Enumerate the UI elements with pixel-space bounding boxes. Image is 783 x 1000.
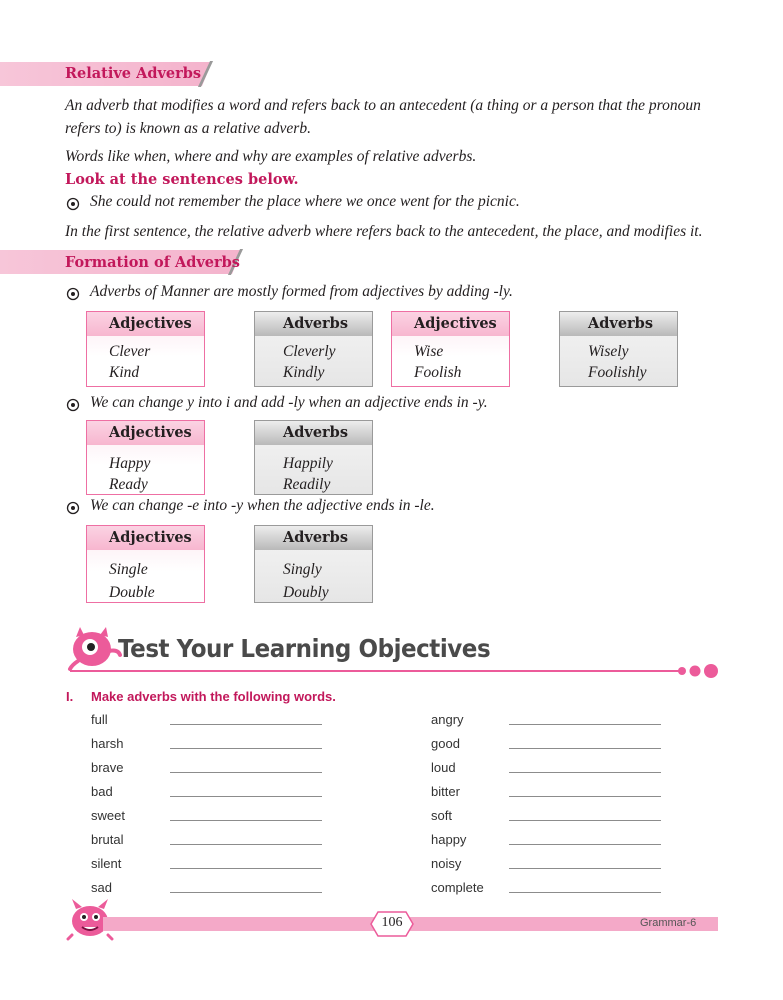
table-cell: Kindly <box>283 364 325 381</box>
table-header: Adjectives <box>87 421 204 445</box>
table-cell: Foolishly <box>588 364 647 381</box>
relative-adverb-explanation: In the first sentence, the relative adverb where refers back to the antecedent, the place, and modifies it. <box>65 223 703 240</box>
answer-blank[interactable] <box>509 724 661 725</box>
look-at-sentences-heading: Look at the sentences below. <box>65 171 299 188</box>
bullet-icon <box>66 197 80 211</box>
answer-blank[interactable] <box>170 892 322 893</box>
answer-blank[interactable] <box>509 868 661 869</box>
answer-blank[interactable] <box>509 844 661 845</box>
table-cell: Ready <box>109 476 148 493</box>
banner-dots-icon <box>676 663 720 679</box>
table-header: Adjectives <box>392 312 509 336</box>
exercise-word: bad <box>91 784 113 799</box>
relative-adverb-definition: An adverb that modifies a word and refers back to an antecedent (a thing or a person that the pronoun refers to) is known as a relative adverb. <box>65 97 701 137</box>
rule-y-to-i: We can change y into i and add -ly when an adjective ends in -y. <box>90 394 488 411</box>
table-cell: Wise <box>414 343 444 360</box>
table-cell: Readily <box>283 476 331 493</box>
exercise-word: full <box>91 712 108 727</box>
table-cell: Happily <box>283 455 333 472</box>
exercise-instruction: Make adverbs with the following words. <box>91 689 336 704</box>
exercise-word: noisy <box>431 856 462 871</box>
table-header: Adverbs <box>255 526 372 550</box>
formation-of-adverbs-heading: Formation of Adverbs <box>65 254 240 271</box>
answer-blank[interactable] <box>170 868 322 869</box>
bullet-icon <box>66 398 80 412</box>
exercise-word: sweet <box>91 808 125 823</box>
rule-manner-ly: Adverbs of Manner are mostly formed from adjectives by adding -ly. <box>90 283 513 300</box>
exercise-word: sad <box>91 880 112 895</box>
table-cell: Cleverly <box>283 343 336 360</box>
adjectives-table-1 <box>86 311 205 387</box>
table-cell: Singly <box>283 561 322 578</box>
exercise-word: loud <box>431 760 456 775</box>
exercise-word: harsh <box>91 736 124 751</box>
bullet-icon <box>66 501 80 515</box>
bullet-icon <box>66 287 80 301</box>
banner-underline <box>70 670 682 672</box>
answer-blank[interactable] <box>509 748 661 749</box>
rule-le-to-ly: We can change -e into -y when the adjective ends in -le. <box>90 497 435 514</box>
answer-blank[interactable] <box>170 748 322 749</box>
banner-title: Test Your Learning Objectives <box>118 634 491 663</box>
table-cell: Single <box>109 561 148 578</box>
table-header: Adjectives <box>87 526 204 550</box>
exercise-word: brutal <box>91 832 124 847</box>
exercise-word: happy <box>431 832 467 847</box>
table-cell: Happy <box>109 455 151 472</box>
table-header: Adverbs <box>255 421 372 445</box>
table-cell: Foolish <box>414 364 462 381</box>
exercise-word: bitter <box>431 784 460 799</box>
exercise-word: soft <box>431 808 452 823</box>
answer-blank[interactable] <box>509 796 661 797</box>
table-header: Adverbs <box>255 312 372 336</box>
adjectives-table-3 <box>86 420 205 495</box>
table-cell: Doubly <box>283 584 329 601</box>
exercise-number: I. <box>66 689 74 704</box>
monster-mascot-icon <box>66 625 122 671</box>
exercise-word: good <box>431 736 460 751</box>
exercise-word: silent <box>91 856 122 871</box>
answer-blank[interactable] <box>509 892 661 893</box>
table-cell: Double <box>109 584 155 601</box>
exercise-word: brave <box>91 760 124 775</box>
table-cell: Kind <box>109 364 140 381</box>
page-number: 106 <box>381 915 403 930</box>
adverbs-table-2 <box>559 311 678 387</box>
answer-blank[interactable] <box>170 724 322 725</box>
relative-adverb-examples: Words like when, where and why are examples of relative adverbs. <box>65 148 477 165</box>
exercise-word: complete <box>431 880 484 895</box>
answer-blank[interactable] <box>509 820 661 821</box>
table-header: Adverbs <box>560 312 677 336</box>
adjectives-table-2 <box>391 311 510 387</box>
exercise-word: angry <box>431 712 464 727</box>
adverbs-table-3 <box>254 420 373 495</box>
table-header: Adjectives <box>87 312 204 336</box>
answer-blank[interactable] <box>170 844 322 845</box>
adverbs-table-1 <box>254 311 373 387</box>
answer-blank[interactable] <box>170 796 322 797</box>
book-title: Grammar-6 <box>640 917 697 929</box>
table-cell: Wisely <box>588 343 629 360</box>
table-cell: Clever <box>109 343 151 360</box>
example-sentence: She could not remember the place where we once went for the picnic. <box>90 193 520 210</box>
adverbs-table-4 <box>254 525 373 603</box>
relative-adverbs-heading: Relative Adverbs <box>65 65 202 82</box>
adjectives-table-4 <box>86 525 205 603</box>
answer-blank[interactable] <box>170 820 322 821</box>
answer-blank[interactable] <box>509 772 661 773</box>
answer-blank[interactable] <box>170 772 322 773</box>
